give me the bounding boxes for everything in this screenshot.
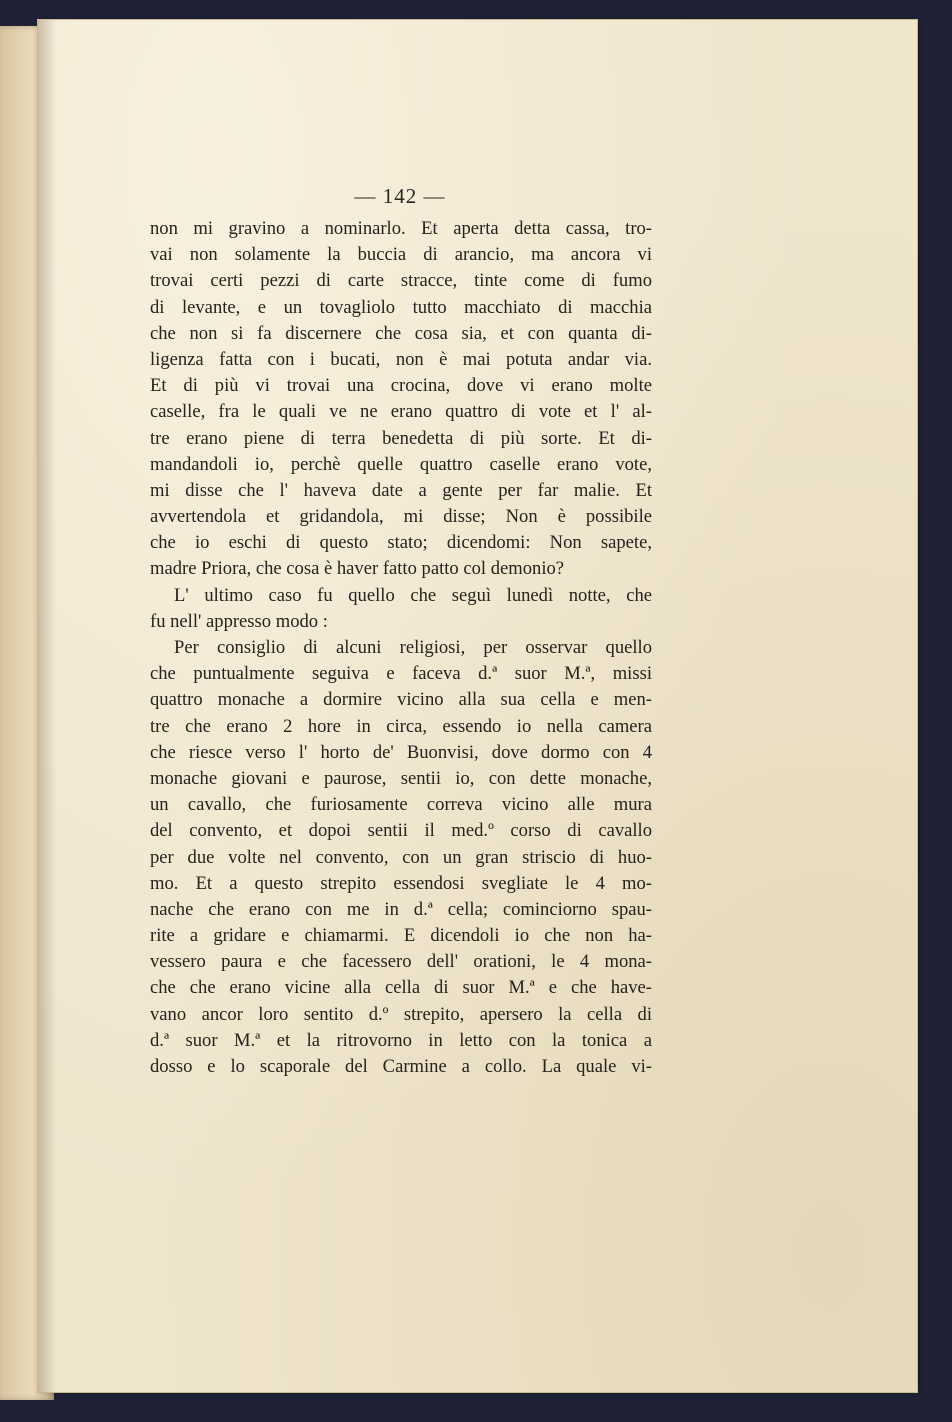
text-line: Per consiglio di alcuni religiosi, per osservar quello xyxy=(174,637,652,658)
text-line: che non si fa discernere che cosa sia, et con quanta di- xyxy=(150,322,652,344)
text-line: mo. Et a questo strepito essendosi svegliate le 4 mo- xyxy=(150,872,652,894)
text-line: mi disse che l' haveva date a gente per far malie. Et xyxy=(150,479,652,501)
text-line: tre che erano 2 hore in circa, essendo io nella camera xyxy=(150,715,652,737)
text-line: vessero paura e che facessero dell' orationi, le 4 mona- xyxy=(150,951,652,973)
text-line: rite a gridare e chiamarmi. E dicendoli io che non ha- xyxy=(150,925,652,947)
text-line: quattro monache a dormire vicino alla sua cella e men- xyxy=(150,689,652,711)
text-line: trovai certi pezzi di carte stracce, tinte come di fumo xyxy=(150,270,652,292)
text-line: che che erano vicine alla cella di suor M.ª e che have- xyxy=(150,977,652,999)
text-line: che puntualmente seguiva e faceva d.ª suor M.ª, missi xyxy=(150,663,652,685)
text-line: un cavallo, che furiosamente correva vicino alle mura xyxy=(150,794,652,816)
text-line: fu nell' appresso modo : xyxy=(150,610,328,632)
text-line: che io eschi di questo stato; dicendomi: Non sapete, xyxy=(150,532,652,554)
text-line: caselle, fra le quali ve ne erano quattro di vote et l' al- xyxy=(150,401,652,423)
text-line: vai non solamente la buccia di arancio, ma ancora vi xyxy=(150,244,652,266)
page-gutter-shadow xyxy=(38,20,56,1392)
text-line: madre Priora, che cosa è haver fatto patto col demonio? xyxy=(150,558,565,580)
text-line: per due volte nel convento, con un gran striscio di huo- xyxy=(150,846,652,868)
text-line: Et di più vi trovai una crocina, dove vi erano molte xyxy=(150,375,652,397)
page-number: — 142 — xyxy=(354,184,446,208)
text-line: avvertendola et gridandola, mi disse; Non è possibile xyxy=(150,506,652,528)
text-line: del convento, et dopoi sentii il med.º corso di cavallo xyxy=(150,820,652,842)
text-line: nache che erano con me in d.ª cella; cominciorno spau- xyxy=(150,898,652,920)
text-line: mandandoli io, perchè quelle quattro caselle erano vote, xyxy=(150,453,652,475)
text-line: dosso e lo scaporale del Carmine a collo. La quale vi- xyxy=(150,1056,652,1077)
text-line: vano ancor loro sentito d.º strepito, apersero la cella di xyxy=(150,1003,652,1025)
text-line: L' ultimo caso fu quello che seguì lunedì notte, che xyxy=(174,584,652,606)
text-line: monache giovani e paurose, sentii io, con dette monache, xyxy=(150,767,652,789)
text-line: non mi gravino a nominarlo. Et aperta detta cassa, tro- xyxy=(150,218,652,239)
text-line: che riesce verso l' horto de' Buonvisi, dove dormo con 4 xyxy=(150,741,652,763)
text-line: ligenza fatta con i bucati, non è mai potuta andar via. xyxy=(150,348,652,370)
text-line: di levante, e un tovagliolo tutto macchiato di macchia xyxy=(150,296,652,318)
body-text xyxy=(150,216,652,1080)
text-line: d.ª suor M.ª et la ritrovorno in letto con la tonica a xyxy=(150,1029,652,1051)
text-line: tre erano piene di terra benedetta di più sorte. Et di- xyxy=(150,427,652,449)
